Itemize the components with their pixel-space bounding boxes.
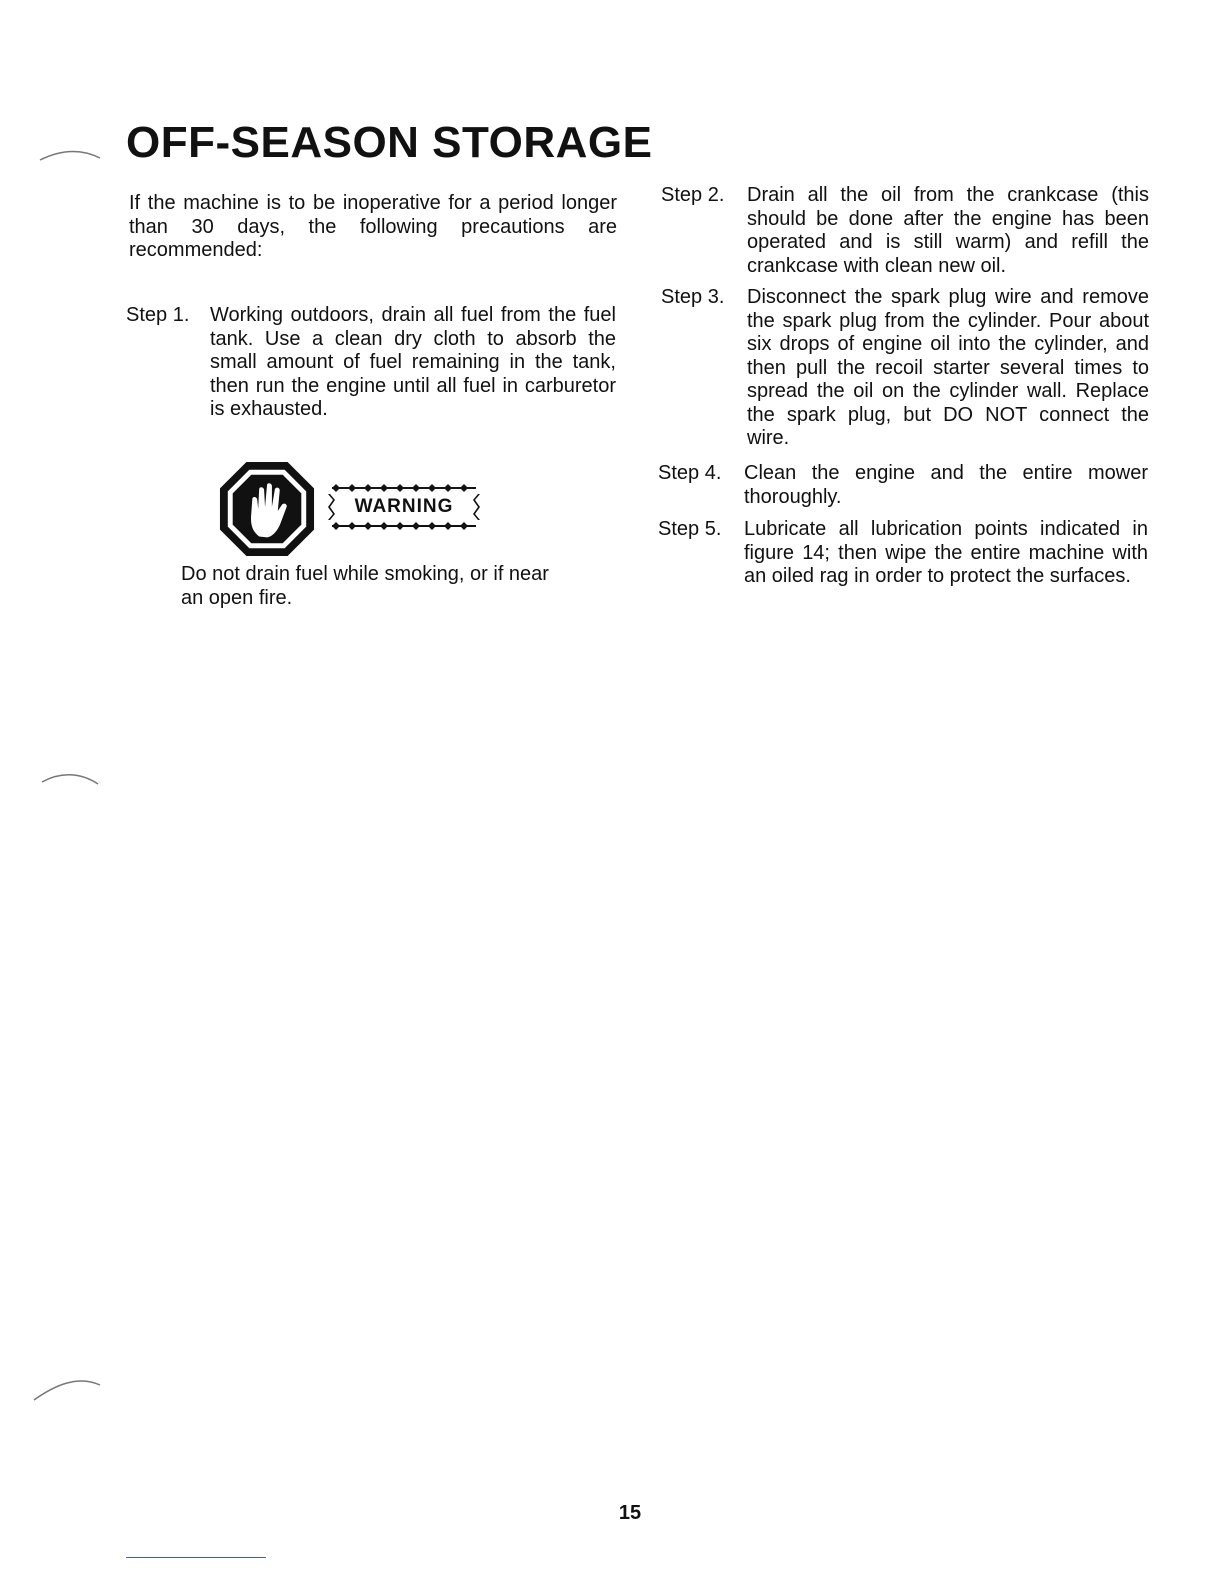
step-label: Step 1. (126, 304, 190, 326)
step-label: Step 5. (658, 518, 722, 540)
footer-rule (126, 1557, 266, 1558)
step-text: Working outdoors, drain all fuel from the fuel tank. Use a clean dry cloth to absorb the small amount of fuel remaining in the tank, then run the engine until all fuel in carburetor is exhausted. (210, 304, 616, 420)
step-text: Lubricate all lubrication points indicated in figure 14; then wipe the entire machine with an oiled rag in order to protect the surfaces. (744, 518, 1148, 587)
warning-label: WARNING (354, 496, 454, 517)
warning-text: Do not drain fuel while smoking, or if near an open fire. (181, 563, 549, 609)
step-text: Clean the engine and the entire mower thoroughly. (744, 462, 1148, 508)
step-label: Step 2. (661, 184, 725, 206)
intro-paragraph: If the machine is to be inoperative for a period longer than 30 days, the following precautions are recommended: (129, 192, 617, 261)
step-label: Step 4. (658, 462, 722, 484)
page-number: 15 (618, 1502, 642, 1524)
step-1 (126, 304, 616, 422)
warning-block (218, 460, 498, 560)
step-3 (661, 286, 1149, 451)
step-2 (661, 184, 1149, 278)
page-title: OFF-SEASON STORAGE (126, 118, 653, 167)
step-5 (658, 518, 1148, 589)
warning-badge (326, 482, 482, 532)
stop-hand-icon (218, 460, 316, 558)
step-label: Step 3. (661, 286, 725, 308)
step-4 (658, 462, 1148, 509)
step-text: Drain all the oil from the crankcase (this should be done after the engine has been operated and is still warm) and refill the crankcase with clean new oil. (747, 184, 1149, 277)
step-text: Disconnect the spark plug wire and remove the spark plug from the cylinder. Pour about six drops of engine oil into the cylinder, and then pull the recoil starter several times to spread the oil on the cylinder wall. Replace the spark plug, but DO NOT connect the wire. (747, 286, 1149, 449)
